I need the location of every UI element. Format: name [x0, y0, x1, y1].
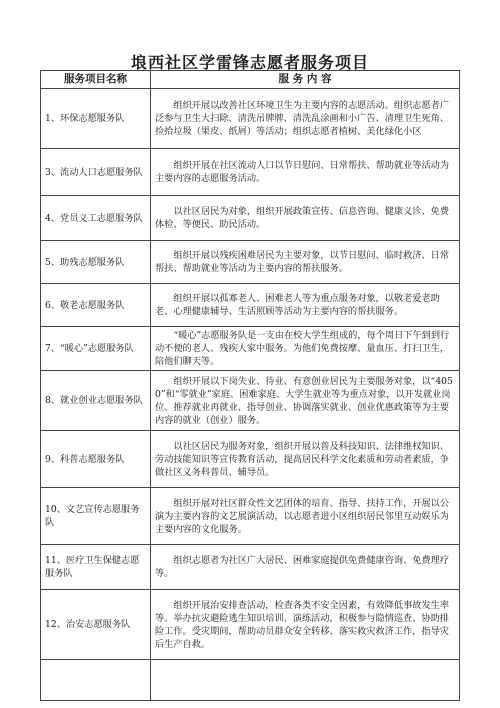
- table-header-row: [41, 71, 460, 89]
- table-row-empty: [41, 660, 460, 701]
- service-table: [40, 70, 460, 701]
- service-content-cell: 组织开展以残疾困难居民为主要对象，以节日慰问、临时救济、日常帮扶、帮助就业等活动为主要内容的帮扶服务。: [151, 241, 460, 284]
- service-name-cell: 12、治安志愿服务队: [41, 590, 151, 660]
- table-row: [41, 196, 460, 241]
- table-row: [41, 327, 460, 371]
- table-row: [41, 590, 460, 660]
- table-row: [41, 89, 460, 149]
- service-content-cell: 以社区居民为对象，组织开展政策宣传、信息咨询、健康义诊、免费体检、等便民、助民活动。: [151, 196, 460, 241]
- service-content-cell: 组织开展在社区流动人口以节日慰问、日常帮扶、帮助就业等活动为主要内容的志愿服务活动。: [151, 149, 460, 196]
- service-name-cell: 8、就业创业志愿服务队: [41, 371, 151, 431]
- service-content-cell: 组织开展对社区群众性文艺团体的培育、指导、扶持工作，开展以公演为主要内容的文艺展演活动，以志愿者进小区组织居民邻里互动娱乐为主要内容的文化服务。: [151, 488, 460, 545]
- service-content-cell: 以社区居民为服务对象，组织开展以普及科技知识、法律维权知识、劳动技能知识等宣传教育活动，提高居民科学文化素质和劳动者素质，争做社区义务科普员、辅导员。: [151, 431, 460, 488]
- page-title: 埌西社区学雷锋志愿者服务项目: [130, 53, 369, 72]
- header-service-name: 服务项目名称: [41, 71, 151, 89]
- header-service-content: 服 务 内 容: [151, 71, 460, 89]
- service-name-cell: 5、助残志愿服务队: [41, 241, 151, 284]
- service-content-cell: 组织开展以下岗失业、待业、有意创业居民为主要服务对象，以“4050”和“零就业”家庭、困难家庭、大学生就业等为重点对象，以开发就业岗位、推荐就业再就业、指导创业、协调落实就业、创业优惠政策等为主要内容的就业（创业）服务。: [151, 371, 460, 431]
- service-name-cell: 4、党员义工志愿服务队: [41, 196, 151, 241]
- table-row: [41, 241, 460, 284]
- table-row: [41, 431, 460, 488]
- service-name-cell: 11、医疗卫生保健志愿服务队: [41, 545, 151, 590]
- table-row: [41, 284, 460, 327]
- service-name-cell: 1、环保志愿服务队: [41, 89, 151, 149]
- service-name-cell: [41, 660, 151, 701]
- service-content-cell: 组织开展治安排查活动，检查各类不安全因素，有效降低事故发生率等。举办抗灾避险逃生知识培训、演练活动，积极参与隐情巡查、协助排险工作。受灾期间，帮助动员群众安全转移、落实救灾救济工作，指导灾后生产自救。: [151, 590, 460, 660]
- service-name-cell: 3、流动人口志愿服务队: [41, 149, 151, 196]
- table-row: [41, 488, 460, 545]
- service-content-cell: 组织开展以孤寡老人、困难老人等为重点服务对象，以敬老爱老助老、心理健康辅导、生活照顾等活动为主要内容的帮扶服务。: [151, 284, 460, 327]
- table-row: [41, 371, 460, 431]
- service-content-cell: 组织志愿者为社区广大居民、困难家庭提供免费健康咨询、免费理疗等。: [151, 545, 460, 590]
- service-name-cell: 7、“暖心”志愿服务队: [41, 327, 151, 371]
- service-name-cell: 10、文艺宣传志愿服务队: [41, 488, 151, 545]
- service-content-cell: “暖心”志愿服务队是一支由在校大学生组成的，每个周日下午到到行动不便的老人、残疾人家中服务。为他们免费按摩、量血压、打扫卫生，陪他们聊天等。: [151, 327, 460, 371]
- service-name-cell: 9、科普志愿服务队: [41, 431, 151, 488]
- table-row: [41, 545, 460, 590]
- table-row: [41, 149, 460, 196]
- service-content-cell: 组织开展以改善社区环境卫生为主要内容的志愿活动。组织志愿者广泛参与卫生大扫除、清洗吊牌牌、清洗乱涂画和小广告、清理卫生死角、捡拾垃圾（果皮、纸屑）等活动；组织志愿者植树、美化绿化小区: [151, 89, 460, 149]
- service-content-cell: [151, 660, 460, 701]
- service-name-cell: 6、敬老志愿服务队: [41, 284, 151, 327]
